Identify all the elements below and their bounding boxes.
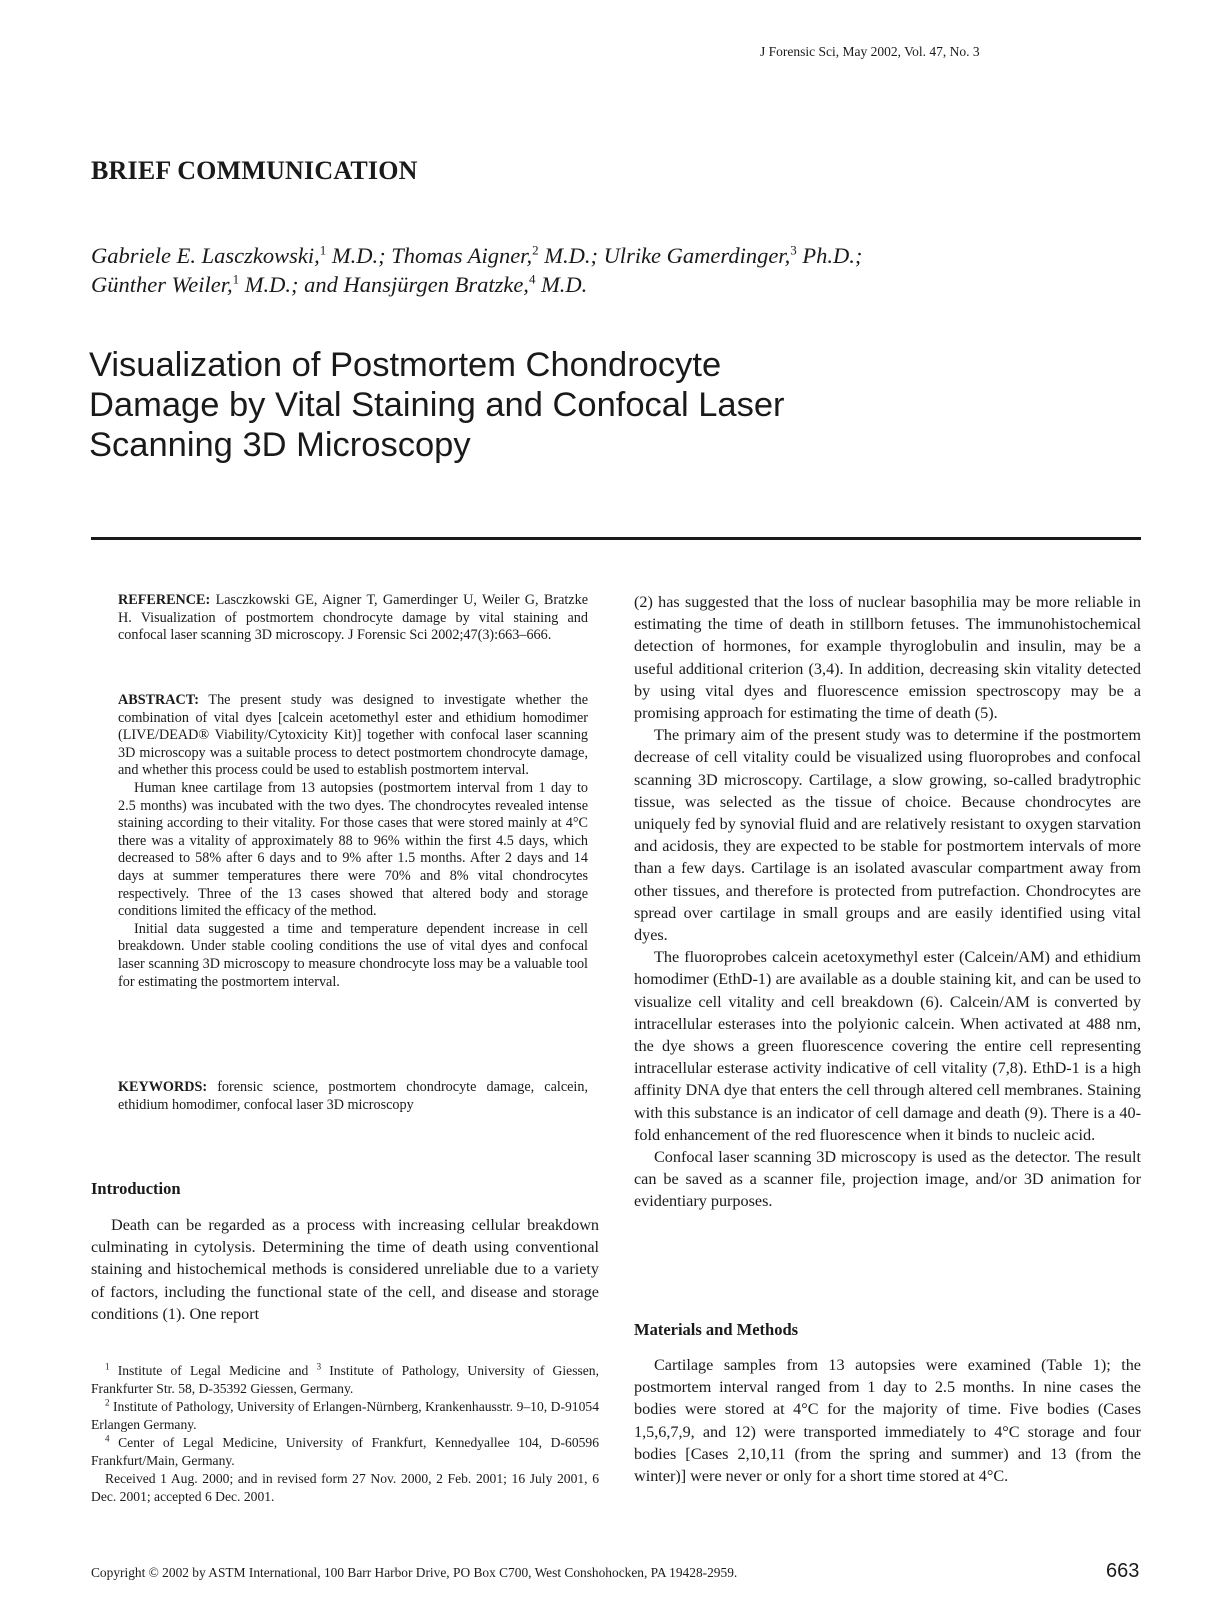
author-name: and Hansjürgen Bratzke, — [298, 272, 529, 297]
author-affiliation-mark: 3 — [790, 242, 797, 258]
abstract-paragraph: The present study was designed to investigate whether the combination of vital dyes [calcein acetomethyl ester and ethidium homodimer (LIVE/DEAD® Viability/Cytoxicity Kit)] together with confocal laser scanning 3D microscopy was a suitable process to detect postmortem chondrocyte damage, and whether this process could be used to establish postmortem interval. — [118, 692, 588, 779]
author-name: Ulrike Gamerdinger, — [597, 243, 791, 268]
section-label: BRIEF COMMUNICATION — [91, 156, 418, 185]
right-column-body — [634, 591, 1141, 1213]
reference-label: REFERENCE: — [118, 592, 211, 608]
body-paragraph: Cartilage samples from 13 autopsies were examined (Table 1); the postmortem interval ranged from 1 day to 2.5 months. In nine cases the bodies were stored at 4°C for the majority of time. Five bodies (Cases 1,5,6,7,9, and 12) were transported immediately to 4°C storage and four bodies [Cases 2,10,11 (from the spring and summer) and 13 (from the winter)] were never or only for a short time stored at 4°C. — [634, 1356, 1141, 1486]
author-degree: Ph.D.; — [796, 243, 863, 268]
footnote-mark: 1 — [105, 1361, 110, 1372]
footnote — [91, 1398, 599, 1434]
keywords-block — [118, 1079, 588, 1114]
author-name: Günther Weiler, — [91, 272, 233, 297]
abstract-block — [118, 692, 588, 991]
author-degree: M.D.; — [239, 272, 299, 297]
author-degree: M.D.; — [538, 243, 598, 268]
article-title — [89, 345, 989, 465]
title-line: Damage by Vital Staining and Confocal Laser — [89, 386, 785, 424]
author-affiliation-mark: 4 — [528, 271, 536, 287]
footnote-mark: 4 — [105, 1433, 110, 1444]
footnote-mark: 3 — [316, 1361, 322, 1372]
body-paragraph: The fluoroprobes calcein acetoxymethyl ester (Calcein/AM) and ethidium homodimer (EthD-1) are available as a double staining kit, and can be used to visualize cell vitality and cell breakdown (6). Calcein/AM is converted by intracellular esterases into the polyionic calcein. When activated at 488 nm, the dye shows a green fluorescence covering the entire cell representing intracellular esterase activity indicative of cell vitality (7,8). EthD-1 is a high affinity DNA dye that enters the cell through altered cell membranes. Staining with this substance is an indicator of cell damage and death (9). There is a 40-fold enhancement of the red fluorescence when it binds to nucleic acid. — [634, 948, 1141, 1144]
abstract-label: ABSTRACT: — [118, 692, 199, 708]
title-line: Visualization of Postmortem Chondrocyte — [89, 346, 722, 384]
footnote-text: Center of Legal Medicine, University of Frankfurt, Kennedyallee 104, D-60596 Frankfurt/Main, Germany. — [91, 1435, 599, 1468]
author-list — [91, 241, 1141, 299]
body-paragraph: Confocal laser scanning 3D microscopy is used as the detector. The result can be saved as a scanner file, projection image, and/or 3D animation for evidentiary purposes. — [634, 1148, 1141, 1211]
author-affiliation-mark: 1 — [319, 242, 327, 258]
footnotes — [91, 1362, 599, 1506]
body-paragraph: Death can be regarded as a process with increasing cellular breakdown culminating in cytolysis. Determining the time of death using conventional staining and histochemical methods is considered unreliable due to a variety of factors, including the functional state of the cell, and disease and storage conditions (1). One report — [91, 1216, 599, 1323]
copyright-notice: Copyright © 2002 by ASTM International, 100 Barr Harbor Drive, PO Box C700, West Conshohocken, PA 19428-2959. — [91, 1565, 738, 1580]
introduction-body — [91, 1214, 599, 1325]
footnote — [91, 1362, 599, 1398]
reference-text: Lasczkowski GE, Aigner T, Gamerdinger U, Weiler G, Bratzke H. Visualization of postmortem chondrocyte damage by vital staining and confocal laser scanning 3D microscopy. J Forensic Sci 2002;47(3):663–666. — [118, 592, 588, 644]
introduction-heading: Introduction — [91, 1179, 181, 1198]
footnote-mark: 2 — [105, 1397, 110, 1408]
keywords-label: KEYWORDS: — [118, 1079, 208, 1095]
body-paragraph: The primary aim of the present study was to determine if the postmortem decrease of cell vitality could be visualized using fluoroprobes and confocal scanning 3D microscopy. Cartilage, a slow growing, so-called bradytrophic tissue, was selected as the tissue of choice. Because chondrocytes are uniquely fed by synovial fluid and are relatively resistant to oxygen starvation and acidosis, they are expected to be stable for postmortem intervals of more than a few days. Cartilage is an isolated avascular compartment away from other tissues, and therefore is protected from putrefaction. Chondrocytes are spread over cartilage in small groups and are easily identified using vital dyes. — [634, 726, 1141, 945]
title-divider — [91, 537, 1141, 540]
keywords-text: forensic science, postmortem chondrocyte damage, calcein, ethidium homodimer, confocal laser 3D microscopy — [118, 1079, 588, 1113]
reference-block — [118, 592, 588, 645]
journal-citation: J Forensic Sci, May 2002, Vol. 47, No. 3 — [760, 44, 980, 59]
title-line: Scanning 3D Microscopy — [89, 426, 471, 464]
abstract-paragraph: Human knee cartilage from 13 autopsies (postmortem interval from 1 day to 2.5 months) was incubated with the two dyes. The chondrocytes revealed intense staining according to their vitality. For those cases that were stored mainly at 4°C there was a vitality of approximately 88 to 96% within the first 4.5 days, which decreased to 58% after 6 days and to 9% after 1.5 months. After 2 days and 14 days at summer temperatures there were 70% and 8% vital chondrocytes respectively. Three of the 13 cases showed that altered body and storage conditions limited the efficacy of the method. — [118, 779, 588, 920]
received-dates: Received 1 Aug. 2000; and in revised form 27 Nov. 2000, 2 Feb. 2001; 16 July 2001, 6 Dec. 2001; accepted 6 Dec. 2001. — [91, 1471, 599, 1504]
methods-body — [634, 1354, 1141, 1487]
page-number: 663 — [1106, 1560, 1140, 1582]
footnote — [91, 1434, 599, 1470]
author-degree: M.D.; — [326, 243, 386, 268]
author-name: Gabriele E. Lasczkowski, — [91, 243, 320, 268]
author-affiliation-mark: 2 — [532, 242, 539, 258]
abstract-paragraph: Initial data suggested a time and temperature dependent increase in cell breakdown. Under stable cooling conditions the use of vital dyes and confocal laser scanning 3D microscopy to measure chondrocyte loss may be a valuable tool for estimating the postmortem interval. — [118, 920, 588, 990]
footnote-text: Institute of Pathology, University of Giessen, Frankfurter Str. 58, D-35392 Giessen, Germany. — [91, 1363, 599, 1396]
author-name: Thomas Aigner, — [385, 243, 533, 268]
footnote-text: Institute of Pathology, University of Erlangen-Nürnberg, Krankenhausstr. 9–10, D-91054 Erlangen Germany. — [91, 1399, 599, 1432]
author-degree: M.D. — [535, 272, 588, 297]
footnote-text: Institute of Legal Medicine and — [109, 1363, 317, 1378]
methods-heading: Materials and Methods — [634, 1320, 799, 1339]
author-affiliation-mark: 1 — [232, 271, 240, 287]
body-paragraph: (2) has suggested that the loss of nuclear basophilia may be more reliable in estimating the time of death in stillborn fetuses. The immunohistochemical detection of hormones, for example thyroglobulin and insulin, may be a useful additional criterion (3,4). In addition, decreasing skin vitality detected by using vital dyes and fluorescence emission spectroscopy may be a promising approach for estimating the time of death (5). — [634, 593, 1141, 723]
